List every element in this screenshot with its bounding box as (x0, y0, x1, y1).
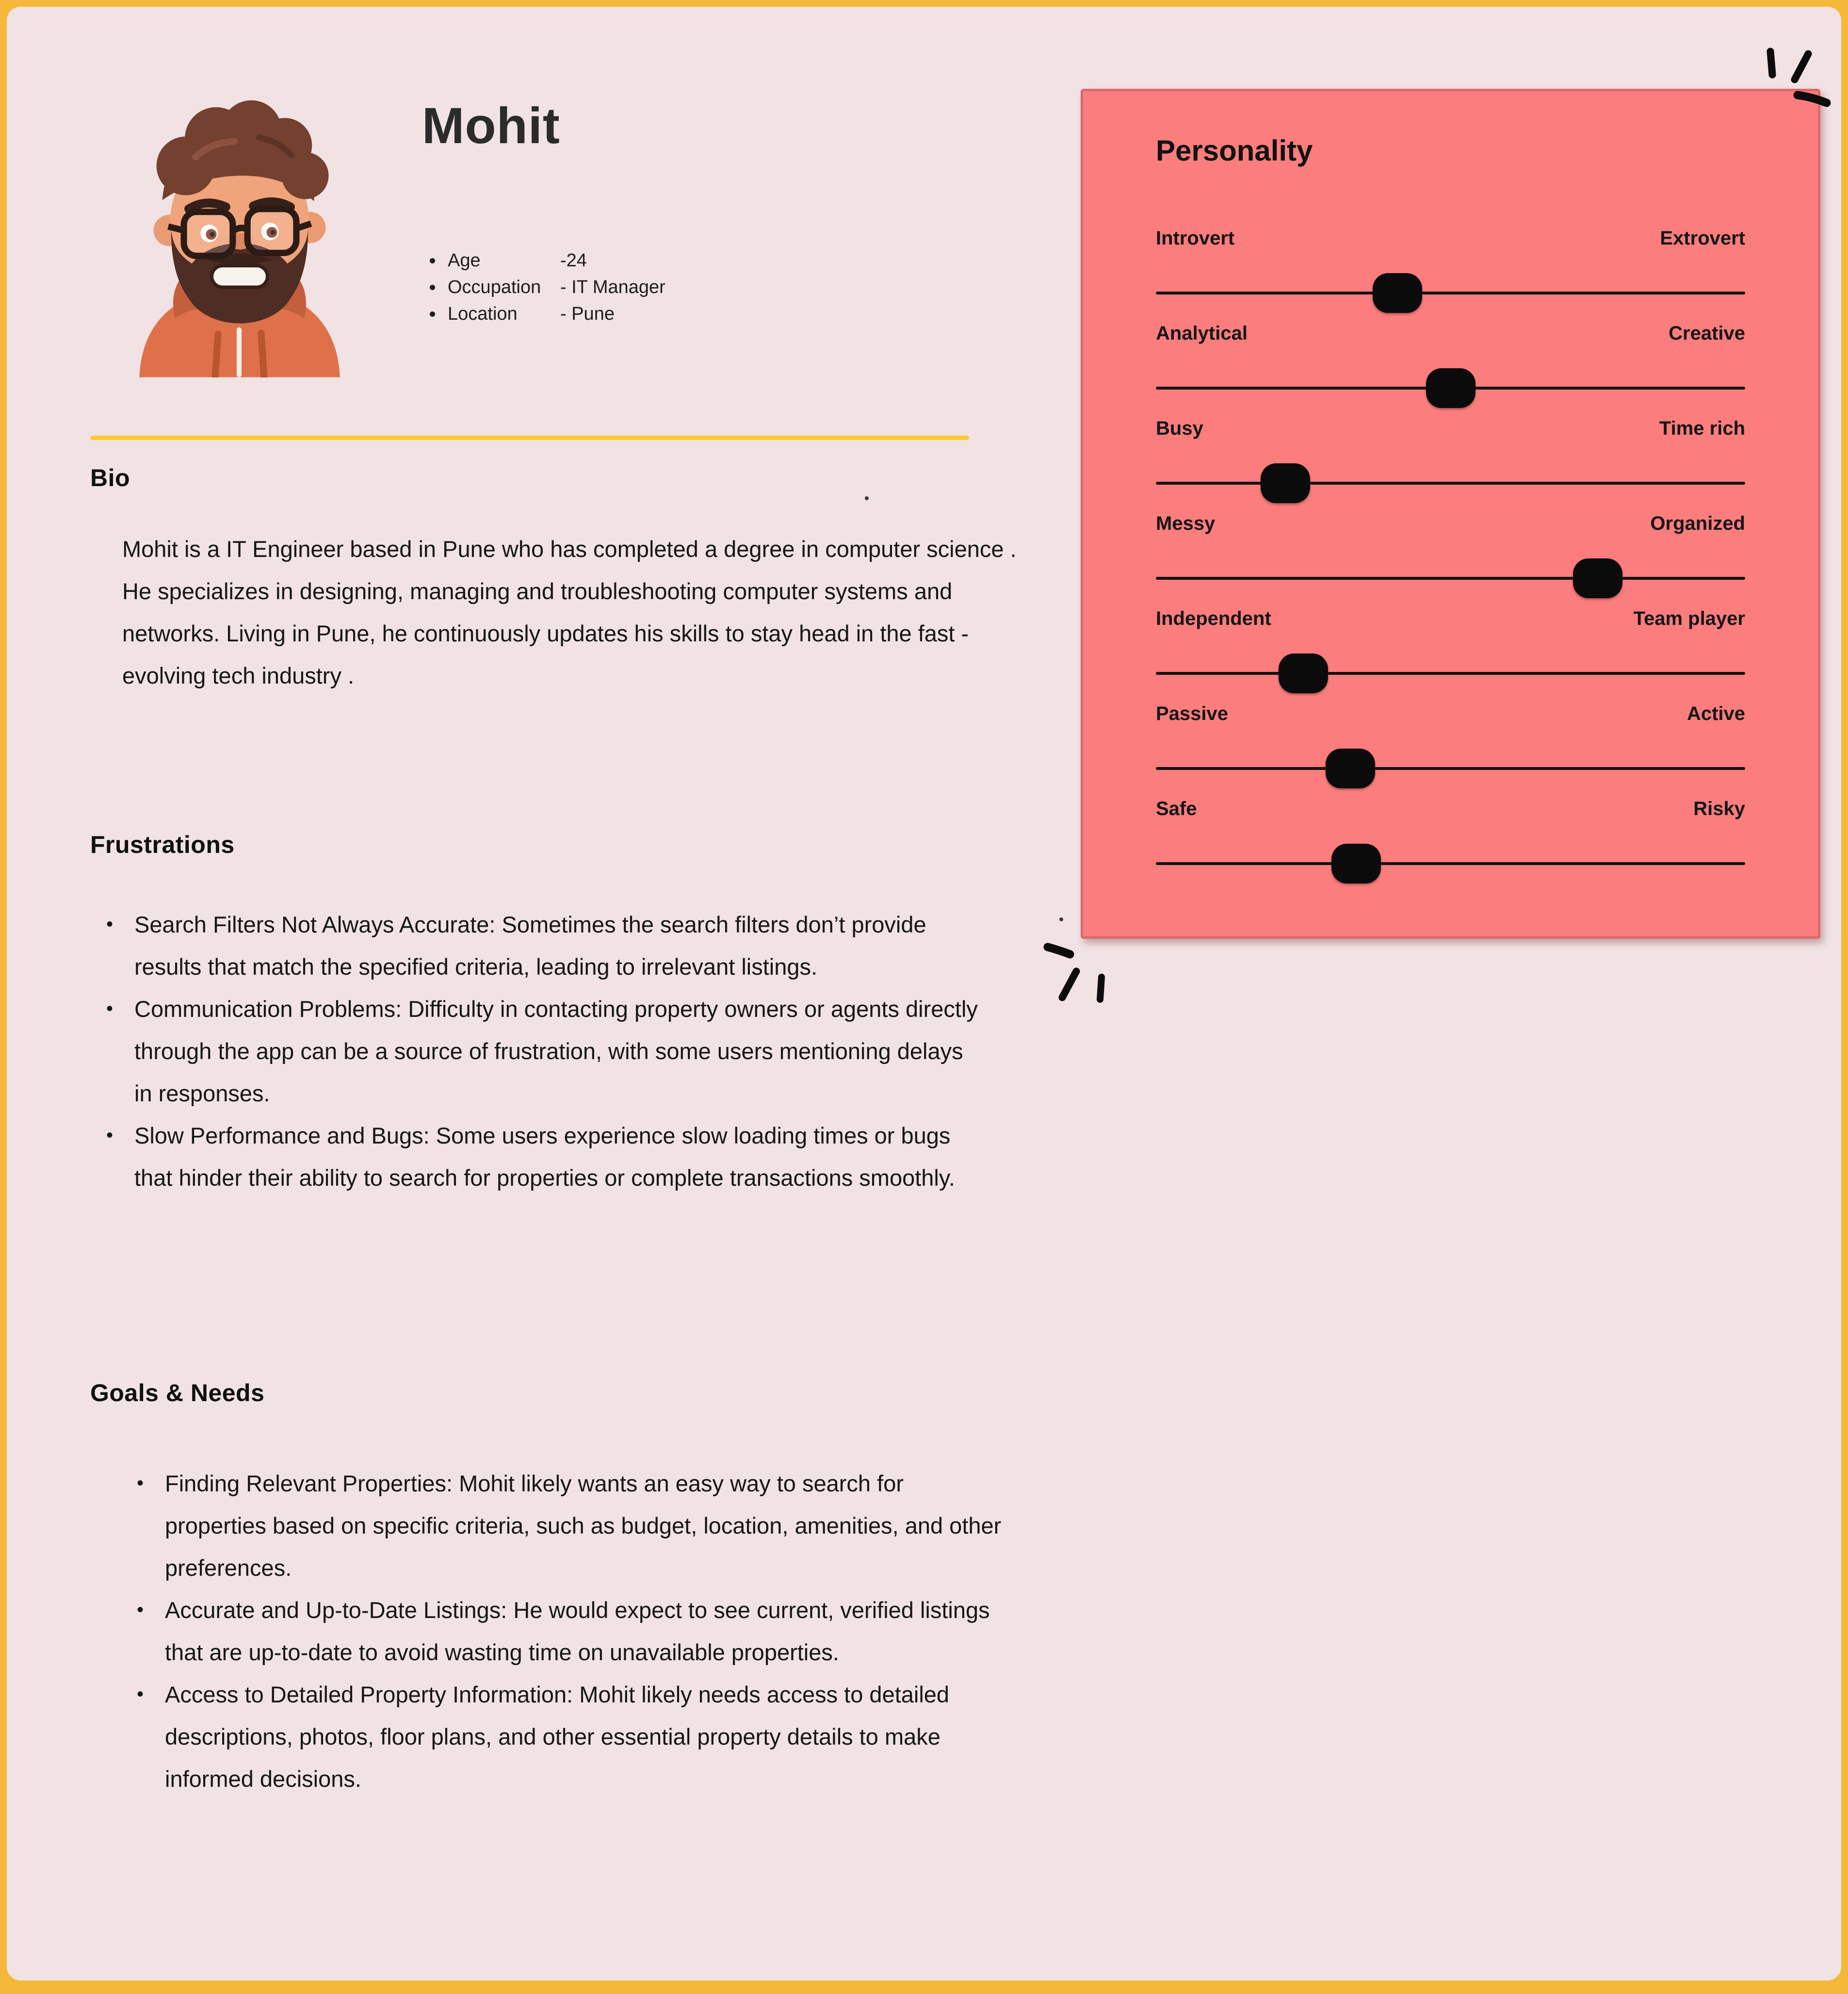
slider-track[interactable] (1156, 746, 1745, 791)
speck (865, 496, 869, 500)
goal-text: Access to Detailed Property Information: Mohit likely needs access to detailed descriptions, photos, floor plans, and other essential property details to make informed decisions. (165, 1682, 950, 1792)
bullet-dot (430, 311, 435, 317)
dash-mark (1048, 947, 1070, 954)
frustration-item (106, 1114, 979, 1199)
goals-list (137, 1462, 1005, 1800)
speck (1059, 917, 1063, 921)
frustration-text: Slow Performance and Bugs: Some users experience slow loading times or bugs that hinder their ability to search for properties or complete transactions smoothly. (134, 1123, 955, 1191)
slider-right-label: Time rich (1659, 418, 1745, 439)
slider-track[interactable] (1156, 271, 1745, 315)
slider-track[interactable] (1156, 556, 1745, 601)
slider-left-label: Messy (1156, 513, 1216, 534)
detail-label: Location (448, 304, 518, 324)
goal-item (137, 1589, 1005, 1673)
frustrations-list (106, 903, 979, 1199)
goal-text: Accurate and Up-to-Date Listings: He would expect to see current, verified listings that are up-to-date to avoid wasting time on unavailable properties. (165, 1597, 990, 1665)
bullet-dot: • (106, 998, 113, 1019)
personality-slider (1156, 608, 1745, 686)
avatar (122, 83, 357, 377)
yellow-divider (90, 436, 969, 440)
personality-slider (1156, 513, 1745, 590)
profile-details (430, 247, 665, 327)
slider-left-label: Analytical (1156, 323, 1248, 344)
slash-mark (1795, 54, 1808, 80)
detail-row (430, 301, 665, 327)
personality-slider (1156, 323, 1745, 400)
slider-handle[interactable] (1331, 844, 1381, 883)
personality-slider (1156, 418, 1745, 495)
frustration-item (106, 903, 979, 988)
slider-left-label: Safe (1156, 798, 1197, 819)
bullet-dot: • (137, 1472, 144, 1494)
slider-handle[interactable] (1426, 368, 1475, 408)
tick-mark (1770, 51, 1772, 75)
detail-label: Age (448, 250, 481, 271)
personality-slider (1156, 703, 1745, 781)
slider-right-label: Team player (1633, 608, 1745, 629)
goal-text: Finding Relevant Properties: Mohit likely wants an easy way to search for properties based on specific criteria, such as budget, location, amenities, and other preferences. (165, 1471, 1002, 1581)
goal-item (137, 1673, 1005, 1800)
detail-value: - IT Manager (560, 277, 665, 297)
frustration-text: Search Filters Not Always Accurate: Sometimes the search filters don’t provide results that match the specified criteria, leading to irrelevant listings. (134, 912, 926, 980)
bullet-dot: • (106, 1125, 113, 1146)
slider-handle[interactable] (1573, 558, 1622, 598)
bio-heading: Bio (90, 464, 130, 491)
bullet-dot: • (137, 1599, 144, 1620)
slider-left-label: Introvert (1156, 228, 1235, 249)
slider-track[interactable] (1156, 651, 1745, 696)
goal-item (137, 1462, 1005, 1589)
detail-label: Occupation (448, 277, 541, 297)
slider-handle[interactable] (1326, 749, 1375, 788)
frustration-text: Communication Problems: Difficulty in contacting property owners or agents directly through the app can be a source of frustration, with some users mentioning delays in responses. (134, 996, 978, 1106)
slash-mark (1062, 971, 1076, 997)
bio-text: Mohit is a IT Engineer based in Pune who has completed a degree in computer science . He specializes in designing, managing and troubleshooting computer systems and networks. Living in Pune, he continuously updates his skills to stay head in the fast - evolving tech industry . (122, 536, 1017, 688)
slider-left-label: Passive (1156, 703, 1229, 724)
frustrations-heading: Frustrations (90, 831, 235, 858)
personality-heading: Personality (1156, 134, 1313, 167)
slider-right-label: Risky (1693, 798, 1745, 819)
personality-panel (1081, 89, 1820, 939)
slider-handle[interactable] (1261, 463, 1310, 503)
bullet-dot (430, 285, 435, 290)
slider-handle[interactable] (1279, 654, 1328, 693)
slider-track[interactable] (1156, 461, 1745, 506)
tick-mark (1100, 977, 1102, 999)
slider-left-label: Busy (1156, 418, 1203, 439)
slider-right-label: Creative (1669, 323, 1745, 344)
personality-slider (1156, 798, 1745, 876)
persona-name: Mohit (422, 98, 560, 154)
detail-row (430, 274, 665, 301)
detail-row (430, 247, 665, 274)
slider-right-label: Active (1686, 703, 1745, 724)
frustration-item (106, 988, 979, 1114)
slider-right-label: Organized (1650, 513, 1745, 534)
bullet-dot: • (106, 914, 113, 935)
goals-heading: Goals & Needs (90, 1379, 265, 1406)
detail-value: - Pune (560, 304, 615, 324)
detail-value: -24 (560, 250, 587, 271)
bullet-dot: • (137, 1683, 144, 1705)
slider-right-label: Extrovert (1660, 228, 1745, 249)
slider-track[interactable] (1156, 841, 1745, 886)
slider-handle[interactable] (1373, 273, 1422, 313)
personality-slider (1156, 228, 1745, 305)
slider-track[interactable] (1156, 366, 1745, 410)
bullet-dot (430, 258, 435, 263)
slider-left-label: Independent (1156, 608, 1271, 629)
